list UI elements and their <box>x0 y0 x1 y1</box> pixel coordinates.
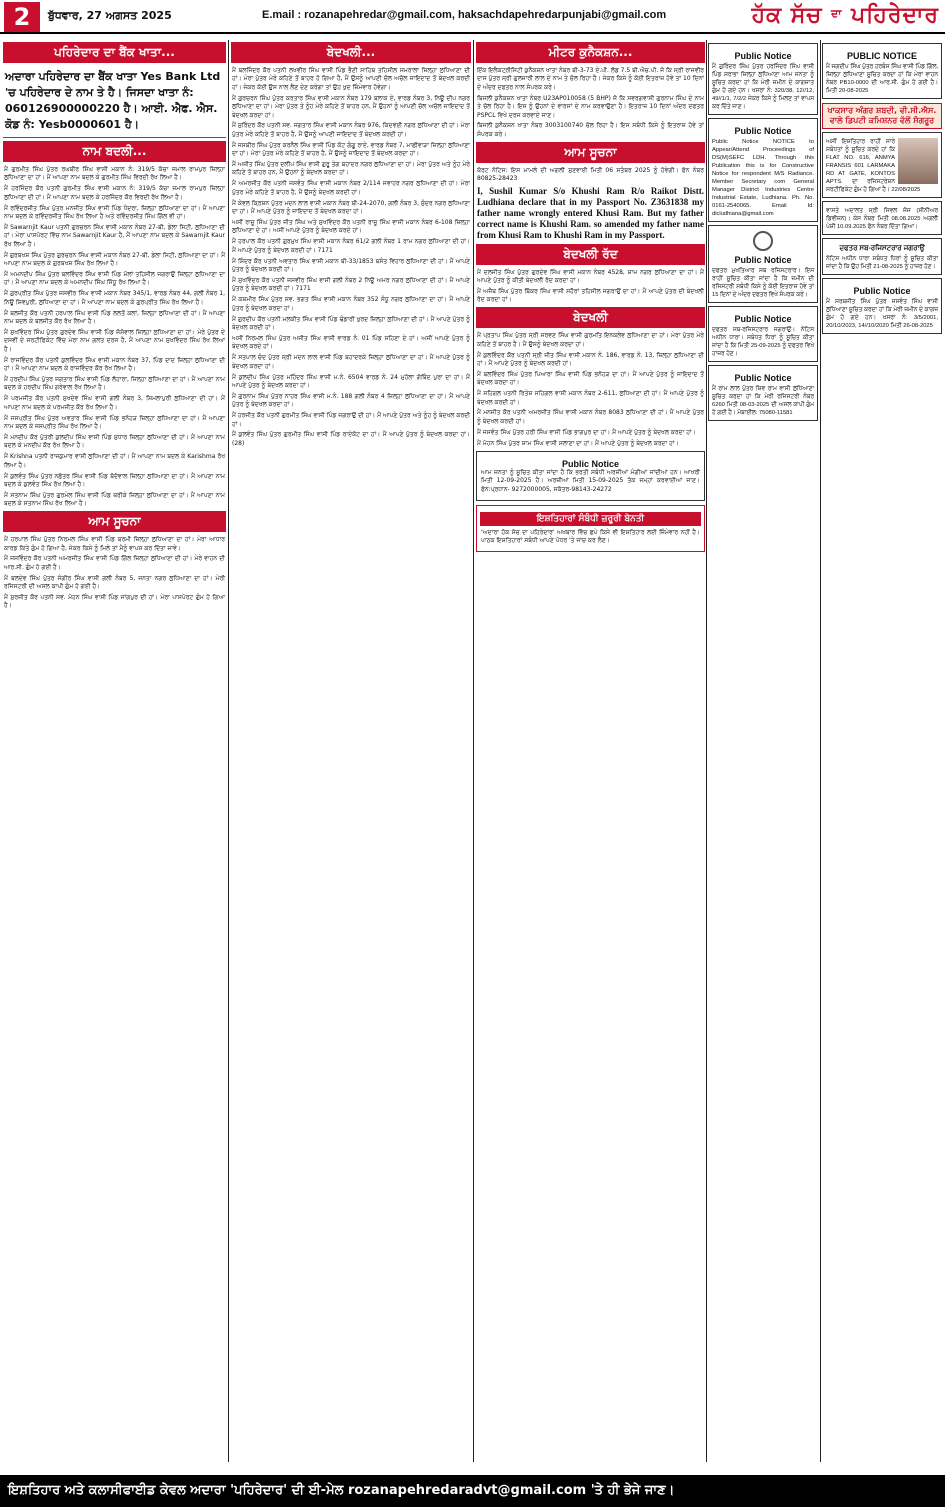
meter-notice: ਇੱਕ ਇਲੈਕਟ੍ਰੀਸਿਟੀ ਕੁਨੈਕਸ਼ਨ ਖਾਤਾ ਨੰਬਰ ਬੀ-3-73 ਏ.ਪੀ. ਲੋਡ 7.5 ਬੀ.ਐਚ.ਪੀ. ਜੋ ਕਿ ਸ੍ਰੀ ਰਾਜਵੀਰ ਦਾਸ ਪੁੱਤਰ ਸ੍ਰੀ ਗੁਲਜ਼ਾਰੀ ਲਾਲ ਦੇ ਨਾਮ ਤੇ ਚੱਲ ਰਿਹਾ ਹੈ। ਜੇਕਰ ਕਿਸੇ ਨੂੰ ਕੋਈ ਇਤਰਾਜ਼ ਹੋਵੇ ਤਾਂ 10 ਦਿਨਾਂ ਦੇ ਅੰਦਰ ਦਫਤਰ ਨਾਲ ਸੰਪਰਕ ਕਰੇ। <box>477 67 704 91</box>
public-notice-body: ਮੈਂ ਜਗਦੀਪ ਸਿੰਘ ਪੁੱਤਰ ਹਰਬੰਸ ਸਿੰਘ ਵਾਸੀ ਪਿੰਡ ਗਿੱਲ, ਜ਼ਿਲ੍ਹਾ ਲੁਧਿਆਣਾ ਸੂਚਿਤ ਕਰਦਾ ਹਾਂ ਕਿ ਮੇਰਾ ਵਾਹਨ ਨੰਬਰ PB10-0000 ਦੀ ਆਰ.ਸੀ. ਗੁੰਮ ਹੋ ਗਈ ਹੈ। ਮਿਤੀ 20-08-2025 <box>826 64 938 94</box>
meter-notice: ਬਿਜਲੀ ਕੁਨੈਕਸ਼ਨ ਖਾਤਾ ਨੰਬਰ 3003100740 ਚੱਲ ਰਿਹਾ ਹੈ। ਇਸ ਸਬੰਧੀ ਕਿਸੇ ਨੂੰ ਇਤਰਾਜ਼ ਹੋਵੇ ਤਾਂ ਸੰਪਰਕ ਕਰੇ। <box>477 122 704 138</box>
lost-notice-head: ਖਾਕਸਾਰ ਅੰਗਰ ਸ਼ਬਦੀ, ਵੀ.ਸੀ.ਐਸ. ਵਾਲੇ ਡਿਪਟੀ ਕਮਿਸ਼ਨਰ ਵੱਲੋਂ ਸੰਗਰੂਰ <box>822 103 942 129</box>
section-head-eviction: ਬੇਦਖਲੀ... <box>231 42 471 63</box>
eviction-notice: ਮੈਂ ਮਨਜੀਤ ਕੌਰ ਪਤਨੀ ਅਮਰਜੀਤ ਸਿੰਘ ਵਾਸੀ ਮਕਾਨ ਨੰਬਰ 8083 ਲੁਧਿਆਣਾ ਦੀ ਹਾਂ। ਮੈਂ ਆਪਣੇ ਪੁੱਤਰ ਨੂੰ ਬੇਦਖਲ ਕਰਦੀ ਹਾਂ। <box>477 409 704 425</box>
eviction-notice: ਮੈਂ ਬਲਜਿੰਦਰ ਕੌਰ ਪਤਨੀ ਲਖਵੀਰ ਸਿੰਘ ਵਾਸੀ ਪਿੰਡ ਭੈਣੀ ਸਾਹਿਬ ਤਹਿਸੀਲ ਸਮਰਾਲਾ ਜ਼ਿਲ੍ਹਾ ਲੁਧਿਆਣਾ ਦੀ ਹਾਂ। ਮੇਰਾ ਪੁੱਤਰ ਮੇਰੇ ਕਹਿਣੇ ਤੋਂ ਬਾਹਰ ਹੋ ਗਿਆ ਹੈ, ਮੈਂ ਉਸਨੂੰ ਆਪਣੀ ਚੱਲ ਅਚੱਲ ਜਾਇਦਾਦ ਤੋਂ ਬੇਦਖਲ ਕਰਦੀ ਹਾਂ। ਜੇਕਰ ਕੋਈ ਉਸ ਨਾਲ ਲੈਣ ਦੇਣ ਕਰੇਗਾ ਤਾਂ ਉਹ ਖੁਦ ਜ਼ਿੰਮੇਵਾਰ ਹੋਵੇਗਾ। <box>232 67 470 91</box>
court-notice-card <box>822 238 942 275</box>
name-change-list <box>3 166 226 509</box>
eviction-cancel-notice: ਮੈਂ ਅਜੈਬ ਸਿੰਘ ਪੁੱਤਰ ਬਿੱਕਰ ਸਿੰਘ ਵਾਸੀ ਸਹੌਰਾਂ ਤਹਿਸੀਲ ਜਗਰਾਉਂ ਦਾ ਹਾਂ। ਮੈਂ ਆਪਣੇ ਪੁੱਤਰ ਦੀ ਬੇਦਖਲੀ ਰੱਦ ਕਰਦਾ ਹਾਂ। <box>477 287 704 304</box>
eviction-notice: ਮੈਂ ਸੁਖਵਿੰਦਰ ਕੌਰ ਪਤਨੀ ਜਸਵੀਰ ਸਿੰਘ ਵਾਸੀ ਗਲੀ ਨੰਬਰ 2 ਨਿਊ ਅਮਰ ਨਗਰ ਲੁਧਿਆਣਾ ਦੀ ਹਾਂ। ਮੈਂ ਆਪਣੇ ਪੁੱਤਰ ਨੂੰ ਬੇਦਖਲ ਕਰਦੀ ਹਾਂ। 7171 <box>232 276 470 293</box>
eviction-list <box>231 67 471 448</box>
court-notice-title: ਦਫਤਰ ਸਬ-ਰਜਿਸਟਰਾਰ ਜਗਰਾਉਂ <box>839 245 925 252</box>
public-notice-body: ਮੈਂ ਗੁਰਿੰਦਰ ਸਿੰਘ ਪੁੱਤਰ ਹਰਜਿੰਦਰ ਸਿੰਘ ਵਾਸੀ ਪਿੰਡ ਸਰਾਭਾ ਜ਼ਿਲ੍ਹਾ ਲੁਧਿਆਣਾ ਆਮ ਜਨਤਾ ਨੂੰ ਸੂਚਿਤ ਕਰਦਾ ਹਾਂ ਕਿ ਮੇਰੀ ਜ਼ਮੀਨ ਦੇ ਕਾਗਜ਼ਾਤ ਗੁੰਮ ਹੋ ਗਏ ਹਨ। ਖਸਰਾ ਨੰ: 320/38, 12//12, 49//1/1, 7/2/2 ਜੇਕਰ ਕਿਸੇ ਨੂੰ ਮਿਲਣ ਤਾਂ ਵਾਪਸ ਕਰ ਦਿੱਤੇ ਜਾਣ। <box>712 64 814 110</box>
name-change-notice: ਮੈਂ ਕੁਲਵੰਤ ਸਿੰਘ ਪੁੱਤਰ ਨਛੱਤਰ ਸਿੰਘ ਵਾਸੀ ਪਿੰਡ ਬੱਦੋਵਾਲ ਜ਼ਿਲ੍ਹਾ ਲੁਧਿਆਣਾ ਦਾ ਹਾਂ। ਮੈਂ ਆਪਣਾ ਨਾਮ ਬਦਲ ਕੇ ਕੁਲਵੰਤ ਸਿੰਘ ਰੱਖ ਲਿਆ ਹੈ। <box>4 472 225 488</box>
public-notice-title: Public Notice <box>734 255 792 265</box>
column-divider <box>228 40 229 1462</box>
eviction-notice: ਮੈਂ ਹਰਪਾਲ ਕੌਰ ਪਤਨੀ ਗੁਰਮੁਖ ਸਿੰਘ ਵਾਸੀ ਮਕਾਨ ਨੰਬਰ 61/2 ਗਲੀ ਨੰਬਰ 1 ਰਾਮ ਨਗਰ ਲੁਧਿਆਣਾ ਦੀ ਹਾਂ। ਮੈਂ ਆਪਣੇ ਪੁੱਤਰ ਨੂੰ ਬੇਦਖਲ ਕਰਦੀ ਹਾਂ। 7171 <box>232 238 470 254</box>
public-notice-card <box>708 118 818 222</box>
eviction-notice: ਮੈਂ ਪ੍ਰਤਾਪ ਸਿੰਘ ਪੁੱਤਰ ਸ੍ਰੀ ਸਰਵਣ ਸਿੰਘ ਵਾਸੀ ਗੁਰਮਤਿ ਇਨਕਲੇਵ ਲੁਧਿਆਣਾ ਦਾ ਹਾਂ। ਮੇਰਾ ਪੁੱਤਰ ਮੇਰੇ ਕਹਿਣੇ ਤੋਂ ਬਾਹਰ ਹੈ। ਮੈਂ ਉਸਨੂੰ ਬੇਦਖਲ ਕਰਦਾ ਹਾਂ। <box>477 332 704 348</box>
eviction-notice: ਅਸੀਂ ਨਿਰਮਲ ਸਿੰਘ ਪੁੱਤਰ ਅਜੀਤ ਸਿੰਘ ਵਾਸੀ ਵਾਰਡ ਨੰ. 01 ਪਿੰਡ ਸਹਿਣਾ ਦੇ ਹਾਂ। ਅਸੀਂ ਆਪਣੇ ਪੁੱਤਰ ਨੂੰ ਬੇਦਖਲ ਕਰਦੇ ਹਾਂ। <box>232 334 470 351</box>
govt-emblem-icon <box>753 231 773 251</box>
person-photo <box>898 138 938 184</box>
eviction-notice: ਮੈਂ ਮੋਹਨ ਸਿੰਘ ਪੁੱਤਰ ਸ਼ਾਮ ਸਿੰਘ ਵਾਸੀ ਸਲਾਣਾ ਦਾ ਹਾਂ। ਮੈਂ ਆਪਣੇ ਪੁੱਤਰ ਨੂੰ ਬੇਦਖਲ ਕਰਦਾ ਹਾਂ। <box>477 439 679 447</box>
column-notices-right <box>822 40 942 1462</box>
eviction-notice: ਮੈਂ ਅਮਰਜੀਤ ਕੌਰ ਪਤਨੀ ਜਸਵੰਤ ਸਿੰਘ ਵਾਸੀ ਮਕਾਨ ਨੰਬਰ 2/114 ਜਵਾਹਰ ਨਗਰ ਲੁਧਿਆਣਾ ਦੀ ਹਾਂ। ਮੇਰਾ ਪੁੱਤਰ ਮੇਰੇ ਕਹਿਣੇ ਤੋਂ ਬਾਹਰ ਹੈ, ਮੈਂ ਉਸਨੂੰ ਬੇਦਖਲ ਕਰਦੀ ਹਾਂ। <box>232 180 470 196</box>
header-email[interactable]: E.mail : rozanapehredar@gmail.com, haksachdapehredarpunjabi@gmail.com <box>262 9 667 21</box>
public-notice-body: ਦਫਤਰ ਸਬ-ਰਜਿਸਟਰਾਰ ਜਗਰਾਉਂ। ਨੋਟਿਸ ਅਧੀਨ ਧਾਰਾ। ਸਬੰਧਤ ਧਿਰਾਂ ਨੂੰ ਸੂਚਿਤ ਕੀਤਾ ਜਾਂਦਾ ਹੈ ਕਿ ਮਿਤੀ 25-09-2025 ਨੂੰ ਦਫਤਰ ਵਿਖੇ ਹਾਜ਼ਰ ਹੋਣ। <box>712 327 814 357</box>
eviction-notice: ਮੈਂ ਅਜੀਤ ਸਿੰਘ ਪੁੱਤਰ ਦਲੀਪ ਸਿੰਘ ਵਾਸੀ ਗੁਰੂ ਤੇਗ ਬਹਾਦਰ ਨਗਰ ਲੁਧਿਆਣਾ ਦਾ ਹਾਂ। ਮੇਰਾ ਪੁੱਤਰ ਅਤੇ ਨੂੰਹ ਮੇਰੇ ਕਹਿਣੇ ਤੋਂ ਬਾਹਰ ਹਨ, ਮੈਂ ਉਹਨਾਂ ਨੂੰ ਬੇਦਖਲ ਕਰਦਾ ਹਾਂ। <box>232 161 470 177</box>
ads-disclaimer-text: 'ਅਦਾਰਾ ਹੱਕ ਸੱਚ ਦਾ ਪਹਿਰੇਦਾਰ' ਅਖਬਾਰ ਵਿੱਚ ਛਪੇ ਕਿਸੇ ਵੀ ਇਸ਼ਤਿਹਾਰ ਲਈ ਜ਼ਿੰਮੇਵਾਰ ਨਹੀਂ ਹੈ। ਪਾਠਕ ਇਸ਼ਤਿਹਾਰਾਂ ਸਬੰਧੀ ਆਪਣੇ ਪੱਧਰ 'ਤੇ ਜਾਂਚ ਕਰ ਲੈਣ। <box>481 528 700 545</box>
name-change-notice: ਮੈਂ ਸੁਖਵਿੰਦਰ ਸਿੰਘ ਪੁੱਤਰ ਗੁਰਦੇਵ ਸਿੰਘ ਵਾਸੀ ਪਿੰਡ ਜੱਸੋਵਾਲ ਜ਼ਿਲ੍ਹਾ ਲੁਧਿਆਣਾ ਦਾ ਹਾਂ। ਮੇਰੇ ਪੁੱਤਰ ਦੇ ਦਸਵੀਂ ਦੇ ਸਰਟੀਫਿਕੇਟ ਵਿੱਚ ਮੇਰਾ ਨਾਮ ਗਲਤ ਦਰਜ ਹੈ, ਮੈਂ ਆਪਣਾ ਨਾਮ ਸੁਖਵਿੰਦਰ ਸਿੰਘ ਰੱਖ ਲਿਆ ਹੈ। <box>4 328 225 353</box>
public-notice-item: ਮੈਂ ਹਰਪਾਲ ਸਿੰਘ ਪੁੱਤਰ ਨਿਰਮਲ ਸਿੰਘ ਵਾਸੀ ਪਿੰਡ ਬਰਮੀ ਜ਼ਿਲ੍ਹਾ ਲੁਧਿਆਣਾ ਦਾ ਹਾਂ। ਮੇਰਾ ਆਧਾਰ ਕਾਰਡ ਕਿਤੇ ਗੁੰਮ ਹੋ ਗਿਆ ਹੈ, ਜੇਕਰ ਕਿਸੇ ਨੂੰ ਮਿਲੇ ਤਾਂ ਮੈਨੂੰ ਵਾਪਸ ਕਰ ਦਿੱਤਾ ਜਾਵੇ। <box>4 536 225 552</box>
eviction-notice: ਮੈਂ ਸ਼ਿੰਦਰ ਕੌਰ ਪਤਨੀ ਅਵਤਾਰ ਸਿੰਘ ਵਾਸੀ ਮਕਾਨ ਬੀ-33/1853 ਬਸੰਤ ਵਿਹਾਰ ਲੁਧਿਆਣਾ ਦੀ ਹਾਂ। ਮੈਂ ਆਪਣੇ ਪੁੱਤਰ ਨੂੰ ਬੇਦਖਲ ਕਰਦੀ ਹਾਂ। <box>232 257 470 274</box>
name-change-notice: ਮੈਂ ਗੁਰਪ੍ਰੀਤ ਸਿੰਘ ਪੁੱਤਰ ਜਸਵੀਰ ਸਿੰਘ ਵਾਸੀ ਮਕਾਨ ਨੰਬਰ 345/1, ਵਾਰਡ ਨੰਬਰ 44, ਗਲੀ ਨੰਬਰ 1, ਨਿਊ ਸ਼ਿਵਪੁਰੀ, ਲੁਧਿਆਣਾ ਦਾ ਹਾਂ। ਮੈਂ ਆਪਣਾ ਨਾਮ ਬਦਲ ਕੇ ਗੁਰਪ੍ਰੀਤ ਸਿੰਘ ਰੱਖ ਲਿਆ ਹੈ। <box>4 290 225 306</box>
page-number: 2 <box>4 2 40 32</box>
name-change-notice: ਮੈਂ ਗੁਰਬਖਸ਼ ਸਿੰਘ ਪੁੱਤਰ ਗੁਰਚਰਨ ਸਿੰਘ ਵਾਸੀ ਮਕਾਨ ਨੰਬਰ 27-ਬੀ, ਡੇਲਾ ਸਿਟੀ, ਲੁਧਿਆਣਾ ਦਾ ਹਾਂ। ਮੈਂ ਆਪਣਾ ਨਾਮ ਬਦਲ ਕੇ ਗੁਰਬਖਸ਼ ਸਿੰਘ ਰੱਖ ਲਿਆ ਹੈ। <box>4 251 226 268</box>
court-notice: ਕੋਰਟ ਨੋਟਿਸ: ਇਸ ਮਾਮਲੇ ਦੀ ਅਗਲੀ ਸੁਣਵਾਈ ਮਿਤੀ 06 ਸਤੰਬਰ 2025 ਨੂੰ ਹੋਵੇਗੀ। ਫੋਨ ਨੰਬਰ 80825-28423 <box>477 166 704 183</box>
public-notice-list <box>3 536 226 611</box>
eviction-notice: ਮੈਂ ਕੁਲਵਿੰਦਰ ਕੌਰ ਪਤਨੀ ਸ੍ਰੀ ਜੀਤ ਸਿੰਘ ਵਾਸੀ ਮਕਾਨ ਨੰ. 186, ਵਾਰਡ ਨੰ. 13, ਜ਼ਿਲ੍ਹਾ ਲੁਧਿਆਣਾ ਦੀ ਹਾਂ। ਮੈਂ ਆਪਣੇ ਪੁੱਤਰ ਨੂੰ ਬੇਦਖਲ ਕਰਦੀ ਹਾਂ। <box>477 351 704 367</box>
job-notice-title: Public Notice <box>561 459 619 470</box>
english-notice: I, Sushil Kumar S/o Khushi Ram R/o Raikot Distt. Ludhiana declare that in my Passport No. Z3631838 my father name wrongly entered Khusi Ram. But my father correct name is Khushi Ram. so amended my father name from Khusi Ram to Khushi Ram in my Passport. <box>477 186 704 241</box>
job-notice-body: ਆਮ ਜਨਤਾ ਨੂੰ ਸੂਚਿਤ ਕੀਤਾ ਜਾਂਦਾ ਹੈ ਕਿ ਭਰਤੀ ਸਬੰਧੀ ਅਰਜ਼ੀਆਂ ਮੰਗੀਆਂ ਜਾਂਦੀਆਂ ਹਨ। ਆਖਰੀ ਮਿਤੀ 12-09-2025 ਹੈ। ਅਰਜ਼ੀਆਂ ਮਿਤੀ 15-09-2025 ਤੱਕ ਜਮ੍ਹਾਂ ਕਰਵਾਈਆਂ ਜਾਣ। ਫੋਨ:ਪ੍ਰਧਾਨ- 9272000005, ਸਕੱਤਰ-98143-24272 <box>481 469 700 493</box>
court-notice-card <box>822 201 942 235</box>
public-notice-card <box>708 225 818 303</box>
public-notice-card <box>822 43 942 99</box>
section-head-meter: ਮੀਟਰ ਕੁਨੈਕਸ਼ਨ... <box>476 42 705 63</box>
masthead-brand-left: ਹੱਕ ਸੱਚ <box>751 3 823 28</box>
column-name-change <box>3 40 226 1462</box>
eviction-notice: ਮੈਂ ਕੁਲਦੀਪ ਸਿੰਘ ਪੁੱਤਰ ਮਹਿੰਦਰ ਸਿੰਘ ਵਾਸੀ ਮ.ਨੰ. 6504 ਵਾਰਡ ਨੰ. 24 ਮੁਹੱਲਾ ਗੋਬਿੰਦ ਪੁਰਾ ਦਾ ਹਾਂ। ਮੈਂ ਆਪਣੇ ਪੁੱਤਰ ਨੂੰ ਬੇਦਖਲ ਕਰਦਾ ਹਾਂ। <box>232 373 470 389</box>
column-divider <box>473 40 474 1462</box>
column-divider <box>820 40 821 1462</box>
eviction-notice: ਮੈਂ ਹਰਜੀਤ ਕੌਰ ਪਤਨੀ ਗੁਰਮੀਤ ਸਿੰਘ ਵਾਸੀ ਪਿੰਡ ਜਗਰਾਉਂ ਦੀ ਹਾਂ। ਮੈਂ ਆਪਣੇ ਪੁੱਤਰ ਅਤੇ ਨੂੰਹ ਨੂੰ ਬੇਦਖਲ ਕਰਦੀ ਹਾਂ। <box>232 412 470 428</box>
ads-disclaimer-box <box>476 505 705 552</box>
public-notice-item: ਮੈਂ ਜਸਵਿੰਦਰ ਕੌਰ ਪਤਨੀ ਅਮਰਜੀਤ ਸਿੰਘ ਵਾਸੀ ਪਿੰਡ ਗਿੱਲ ਜ਼ਿਲ੍ਹਾ ਲੁਧਿਆਣਾ ਦੀ ਹਾਂ। ਮੇਰੇ ਵਾਹਨ ਦੀ ਆਰ.ਸੀ. ਗੁੰਮ ਹੋ ਗਈ ਹੈ। <box>4 555 225 571</box>
column-meter <box>476 40 705 1462</box>
eviction-notice: ਮੈਂ ਗੁਰਨਾਮ ਸਿੰਘ ਪੁੱਤਰ ਨਾਹਰ ਸਿੰਘ ਵਾਸੀ ਮ.ਨੰ. 188 ਗਲੀ ਨੰਬਰ 4 ਜ਼ਿਲ੍ਹਾ ਲੁਧਿਆਣਾ ਦਾ ਹਾਂ। ਮੈਂ ਆਪਣੇ ਪੁੱਤਰ ਨੂੰ ਬੇਦਖਲ ਕਰਦਾ ਹਾਂ। <box>232 392 470 409</box>
name-change-notice: ਮੈਂ Krishna ਪਤਨੀ ਰਾਜਕੁਮਾਰ ਵਾਸੀ ਲੁਧਿਆਣਾ ਦੀ ਹਾਂ। ਮੈਂ ਆਪਣਾ ਨਾਮ ਬਦਲ ਕੇ Karishma ਰੱਖ ਲਿਆ ਹੈ। <box>4 453 225 469</box>
bank-account-info: ਅਦਾਰਾ ਪਹਿਰੇਦਾਰ ਦਾ ਬੈਂਕ ਖਾਤਾ Yes Bank Ltd 'ਚ ਪਹਿਰੇਦਾਰ ਦੇ ਨਾਮ ਤੇ ਹੈ। ਜਿਸਦਾ ਖਾਤਾ ਨੰ: 060126900000220 ਹੈ। ਆਈ. ਐਫ. ਐਸ. ਕੋਡ ਨੰ: Yesb0000601 ਹੈ। <box>3 67 226 138</box>
name-change-notice: ਮੈਂ ਮਨਦੀਪ ਕੌਰ ਪੁੱਤਰੀ ਕੁਲਦੀਪ ਸਿੰਘ ਵਾਸੀ ਪਿੰਡ ਸੁਧਾਰ ਜ਼ਿਲ੍ਹਾ ਲੁਧਿਆਣਾ ਦੀ ਹਾਂ। ਮੈਂ ਆਪਣਾ ਨਾਮ ਬਦਲ ਕੇ ਮਨਦੀਪ ਕੌਰ ਰੱਖ ਲਿਆ ਹੈ। <box>4 433 225 450</box>
issue-date: ਬੁੱਧਵਾਰ, 27 ਅਗਸਤ 2025 <box>48 9 172 22</box>
section-head-public-notice: ਆਮ ਸੂਚਨਾ <box>3 511 226 532</box>
eviction-notice: ਮੈਂ ਕਸ਼ਮੀਰ ਸਿੰਘ ਪੁੱਤਰ ਸਵ. ਭਗਤ ਸਿੰਘ ਵਾਸੀ ਮਕਾਨ ਨੰਬਰ 352 ਸੰਧੂ ਨਗਰ ਲੁਧਿਆਣਾ ਦਾ ਹਾਂ। ਮੈਂ ਆਪਣੇ ਪੁੱਤਰ ਨੂੰ ਬੇਦਖਲ ਕਰਦਾ ਹਾਂ। <box>232 296 470 312</box>
section-head-name-change: ਨਾਮ ਬਦਲੀ... <box>3 141 226 162</box>
public-notice-body: ਮੈਂ ਰਾਮ ਲਾਲ ਪੁੱਤਰ ਸ਼ਿਵ ਰਾਮ ਵਾਸੀ ਲੁਧਿਆਣਾ ਸੂਚਿਤ ਕਰਦਾ ਹਾਂ ਕਿ ਮੇਰੀ ਰਜਿਸਟਰੀ ਨੰਬਰ 6260 ਮਿਤੀ 08-03-2025 ਦੀ ਅਸਲ ਕਾਪੀ ਗੁੰਮ ਹੋ ਗਈ ਹੈ। ਮੋਬਾਈਲ: 75080-11581 <box>712 386 814 416</box>
eviction-notice: ਮੈਂ ਗੁਰਦੀਪ ਕੌਰ ਪਤਨੀ ਮਲਕੀਤ ਸਿੰਘ ਵਾਸੀ ਪਿੰਡ ਢੰਡਾਰੀ ਖੁਰਦ ਜ਼ਿਲ੍ਹਾ ਲੁਧਿਆਣਾ ਦੀ ਹਾਂ। ਮੈਂ ਆਪਣੇ ਪੁੱਤਰ ਨੂੰ ਬੇਦਖਲ ਕਰਦੀ ਹਾਂ। <box>232 315 470 331</box>
name-change-notice: ਮੈਂ ਬਲਜੀਤ ਕੌਰ ਪਤਨੀ ਹਰਪਾਲ ਸਿੰਘ ਵਾਸੀ ਪਿੰਡ ਲਲਤੋਂ ਕਲਾਂ, ਜ਼ਿਲ੍ਹਾ ਲੁਧਿਆਣਾ ਦੀ ਹਾਂ। ਮੈਂ ਆਪਣਾ ਨਾਮ ਬਦਲ ਕੇ ਬਲਜੀਤ ਕੌਰ ਰੱਖ ਲਿਆ ਹੈ। <box>4 309 225 325</box>
public-notice-item: ਮੈਂ ਸੁਰਜੀਤ ਕੌਰ ਪਤਨੀ ਸਵ. ਮੋਹਨ ਸਿੰਘ ਵਾਸੀ ਪਿੰਡ ਜਾਂਗਪੁਰ ਦੀ ਹਾਂ। ਮੇਰਾ ਪਾਸਪੋਰਟ ਗੁੰਮ ਹੋ ਗਿਆ ਹੈ। <box>4 594 225 610</box>
name-change-notice: ਮੈਂ ਹਰਦੀਪ ਸਿੰਘ ਪੁੱਤਰ ਜਗਤਾਰ ਸਿੰਘ ਵਾਸੀ ਪਿੰਡ ਲੋਹਾਰਾ, ਜ਼ਿਲ੍ਹਾ ਲੁਧਿਆਣਾ ਦਾ ਹਾਂ। ਮੈਂ ਆਪਣਾ ਨਾਮ ਬਦਲ ਕੇ ਹਰਦੀਪ ਸਿੰਘ ਗਰੇਵਾਲ ਰੱਖ ਲਿਆ ਹੈ। <box>4 375 225 392</box>
public-notice-body: ਮੈਂ ਸਰਬਜੀਤ ਸਿੰਘ ਪੁੱਤਰ ਜਸਵੰਤ ਸਿੰਘ ਵਾਸੀ ਲੁਧਿਆਣਾ ਸੂਚਿਤ ਕਰਦਾ ਹਾਂ ਕਿ ਮੇਰੀ ਜ਼ਮੀਨ ਦੇ ਕਾਗਜ਼ ਗੁੰਮ ਹੋ ਗਏ ਹਨ। ਖਸਰਾ ਨੰ: 3/5/2001, 20/10/2023, 14//10/2020 ਮਿਤੀ 26-08-2025 <box>826 299 938 329</box>
public-notice-title: Public Notice <box>853 286 911 296</box>
lost-notice-body: ਅਸੀਂ ਇਸ਼ਤਿਹਾਰ ਰਾਹੀਂ ਸਾਰੇ ਸਬੰਧਤਾਂ ਨੂੰ ਸੂਚਿਤ ਕਰਦੇ ਹਾਂ ਕਿ FLAT NO. 616, ANMYA FRANSIS 601 LARMAKA RD AT GATE, KONTOS APTS. ਦਾ ਰਜਿਸਟਰੇਸ਼ਨ ਸਰਟੀਫਿਕੇਟ ਗੁੰਮ ਹੋ ਗਿਆ ਹੈ। 22/08/2025 <box>826 139 921 193</box>
eviction-notice: ਮੈਂ ਸਹਿਗਲ ਪਤਨੀ ਰਿਤੇਸ਼ ਸਹਿਗਲ ਵਾਸੀ ਮਕਾਨ ਨੰਬਰ 2-611, ਲੁਧਿਆਣਾ ਦੀ ਹਾਂ। ਮੈਂ ਆਪਣੇ ਪੁੱਤਰ ਨੂੰ ਬੇਦਖਲ ਕਰਦੀ ਹਾਂ। <box>477 390 704 406</box>
eviction-notice: ਮੈਂ ਜਸਬੀਰ ਸਿੰਘ ਪੁੱਤਰ ਕਰਨੈਲ ਸਿੰਘ ਵਾਸੀ ਪਿੰਡ ਕੋਟ ਗੰਗੂ ਰਾਏ, ਵਾਰਡ ਨੰਬਰ 7, ਮਾਛੀਵਾੜਾ ਜ਼ਿਲ੍ਹਾ ਲੁਧਿਆਣਾ ਦਾ ਹਾਂ। ਮੇਰਾ ਪੁੱਤਰ ਮੇਰੇ ਕਹਿਣੇ ਤੋਂ ਬਾਹਰ ਹੈ, ਮੈਂ ਉਸਨੂੰ ਜਾਇਦਾਦ ਤੋਂ ਬੇਦਖਲ ਕਰਦਾ ਹਾਂ। <box>232 141 470 158</box>
page-header <box>0 0 945 34</box>
eviction-list-2 <box>476 332 705 448</box>
court-notice-body: ਨੋਟਿਸ ਅਧੀਨ ਧਾਰਾ ਸਬੰਧਤ ਧਿਰਾਂ ਨੂੰ ਸੂਚਿਤ ਕੀਤਾ ਜਾਂਦਾ ਹੈ ਕਿ ਉਹ ਮਿਤੀ 21-08-2025 ਨੂੰ ਹਾਜ਼ਰ ਹੋਣ। <box>826 256 938 270</box>
column-eviction <box>231 40 471 1462</box>
section-head-public-notice-2: ਆਮ ਸੂਚਨਾ <box>476 142 705 163</box>
public-notice-body: Public Notice NOTICE to Appear/Attend Proceedings of DS(M)SEFC LDH. Through this Publication this is for Constructive Notice for respondent M/S Radiance. Member Secretary com General Manager District Industries Centre Industrial Estate, Ludhiana. Ph. No. 0161-2540065. Email Id: dicludhiana@gmail.com <box>712 139 814 217</box>
masthead-brand-right: ਪਹਿਰੇਦਾਰ <box>851 3 939 28</box>
lost-notice-card <box>822 132 942 198</box>
eviction-notice: ਮੈਂ ਗੁਰਚਰਨ ਸਿੰਘ ਪੁੱਤਰ ਕਰਤਾਰ ਸਿੰਘ ਵਾਸੀ ਮਕਾਨ ਨੰਬਰ 179 ਬਲਾਕ ਏ, ਵਾਰਡ ਨੰਬਰ 3, ਨਿਊ ਦੀਪ ਨਗਰ ਲੁਧਿਆਣਾ ਦਾ ਹਾਂ। ਮੇਰਾ ਪੁੱਤਰ ਤੇ ਨੂੰਹ ਮੇਰੇ ਕਹਿਣੇ ਤੋਂ ਬਾਹਰ ਹਨ, ਮੈਂ ਉਹਨਾਂ ਨੂੰ ਆਪਣੀ ਚੱਲ ਅਚੱਲ ਜਾਇਦਾਦ ਤੋਂ ਬੇਦਖਲ ਕਰਦਾ ਹਾਂ। <box>232 94 470 119</box>
public-notice-card <box>822 278 942 334</box>
name-change-notice: ਮੈਂ ਰਾਜਵਿੰਦਰ ਕੌਰ ਪਤਨੀ ਕੁਲਵਿੰਦਰ ਸਿੰਘ ਵਾਸੀ ਮਕਾਨ ਨੰਬਰ 37, ਪਿੰਡ ਦਾਦ ਜ਼ਿਲ੍ਹਾ ਲੁਧਿਆਣਾ ਦੀ ਹਾਂ। ਮੈਂ ਆਪਣਾ ਨਾਮ ਬਦਲ ਕੇ ਰਾਜਵਿੰਦਰ ਕੌਰ ਰੱਖ ਲਿਆ ਹੈ। <box>4 356 225 373</box>
meter-notice: ਬਿਜਲੀ ਕੁਨੈਕਸ਼ਨ ਖਾਤਾ ਨੰਬਰ U23AP010058 (5 BHP) ਜੋ ਕਿ ਸਵਰਗਵਾਸੀ ਗੁਰਨਾਮ ਸਿੰਘ ਦੇ ਨਾਮ ਤੇ ਚੱਲ ਰਿਹਾ ਹੈ। ਇਸ ਨੂੰ ਉਹਨਾਂ ਦੇ ਵਾਰਸਾਂ ਦੇ ਨਾਮ ਕਰਵਾਉਣਾ ਹੈ। ਇਤਰਾਜ਼ 10 ਦਿਨਾਂ ਅੰਦਰ ਦਫਤਰ PSPCL ਵਿਖੇ ਦਰਜ ਕਰਵਾਏ ਜਾਣ। <box>477 94 704 119</box>
name-change-notice: ਮੈਂ ਜਸਪ੍ਰੀਤ ਸਿੰਘ ਪੁੱਤਰ ਅਵਤਾਰ ਸਿੰਘ ਵਾਸੀ ਪਿੰਡ ਭਨੋਹੜ ਜ਼ਿਲ੍ਹਾ ਲੁਧਿਆਣਾ ਦਾ ਹਾਂ। ਮੈਂ ਆਪਣਾ ਨਾਮ ਬਦਲ ਕੇ ਜਸਪ੍ਰੀਤ ਸਿੰਘ ਰੱਖ ਲਿਆ ਹੈ। <box>4 414 225 430</box>
public-notice-title: Public Notice <box>734 373 792 383</box>
name-change-notice: ਮੈਂ ਹਰਜਿੰਦਰ ਕੌਰ ਪਤਨੀ ਗੁਰਮੀਤ ਸਿੰਘ ਵਾਸੀ ਮਕਾਨ ਨੰ: 319/5 ਕੱਚਾ ਜਮਾਲ ਰਾਮਪੁਰ ਜ਼ਿਲ੍ਹਾ ਲੁਧਿਆਣਾ ਦੀ ਹਾਂ। ਮੈਂ ਆਪਣਾ ਨਾਮ ਬਦਲ ਕੇ ਹਰਜਿੰਦਰ ਕੌਰ ਵਿਰਦੀ ਰੱਖ ਲਿਆ ਹੈ। <box>4 185 225 201</box>
eviction-notice: ਮੈਂ ਬਲਵਿੰਦਰ ਸਿੰਘ ਪੁੱਤਰ ਪਿਆਰਾ ਸਿੰਘ ਵਾਸੀ ਪਿੰਡ ਭਨੋਹੜ ਦਾ ਹਾਂ। ਮੈਂ ਆਪਣੇ ਪੁੱਤਰ ਨੂੰ ਜਾਇਦਾਦ ਤੋਂ ਬੇਦਖਲ ਕਰਦਾ ਹਾਂ। <box>477 370 704 387</box>
column-divider <box>706 40 707 1462</box>
public-notice-title: Public Notice <box>734 51 792 61</box>
name-change-notice: ਮੈਂ ਸਤਨਾਮ ਸਿੰਘ ਪੁੱਤਰ ਗੁਰਮੇਲ ਸਿੰਘ ਵਾਸੀ ਪਿੰਡ ਥਰੀਕੇ ਜ਼ਿਲ੍ਹਾ ਲੁਧਿਆਣਾ ਦਾ ਹਾਂ। ਮੈਂ ਆਪਣਾ ਨਾਮ ਬਦਲ ਕੇ ਸਤਨਾਮ ਸਿੰਘ ਰੱਖ ਲਿਆ ਹੈ। <box>4 491 225 508</box>
public-notice-item: ਮੈਂ ਬਲਦੇਵ ਸਿੰਘ ਪੁੱਤਰ ਜੰਗੀਰ ਸਿੰਘ ਵਾਸੀ ਗਲੀ ਨੰਬਰ 5, ਜਨਤਾ ਨਗਰ ਲੁਧਿਆਣਾ ਦਾ ਹਾਂ। ਮੇਰੀ ਰਜਿਸਟਰੀ ਦੀ ਅਸਲ ਕਾਪੀ ਗੁੰਮ ਹੋ ਗਈ ਹੈ। <box>4 574 225 591</box>
eviction-cancel-list <box>476 269 705 305</box>
name-change-notice: ਮੈਂ ਗੁਰਮੀਤ ਸਿੰਘ ਪੁੱਤਰ ਰਘਬੀਰ ਸਿੰਘ ਵਾਸੀ ਮਕਾਨ ਨੰ: 319/5 ਕੱਚਾ ਜਮਾਲ ਰਾਮਪੁਰ ਜ਼ਿਲ੍ਹਾ ਲੁਧਿਆਣਾ ਦਾ ਹਾਂ। ਮੈਂ ਆਪਣਾ ਨਾਮ ਬਦਲ ਕੇ ਗੁਰਮੀਤ ਸਿੰਘ ਵਿਰਦੀ ਰੱਖ ਲਿਆ ਹੈ। <box>4 166 225 182</box>
eviction-notice: ਮੈਂ ਜਸਵੰਤ ਸਿੰਘ ਪੁੱਤਰ ਹਰੀ ਸਿੰਘ ਵਾਸੀ ਪਿੰਡ ਭਾਗਪੁਰ ਦਾ ਹਾਂ। ਮੈਂ ਆਪਣੇ ਪੁੱਤਰ ਨੂੰ ਬੇਦਖਲ ਕਰਦਾ ਹਾਂ। <box>477 428 696 436</box>
name-change-notice: ਮੈਂ Sawarnjit Kaur ਪਤਨੀ ਗੁਰਚਰਨ ਸਿੰਘ ਵਾਸੀ ਮਕਾਨ ਨੰਬਰ 27-ਬੀ, ਡੇਲਾ ਸਿਟੀ, ਲੁਧਿਆਣਾ ਦੀ ਹਾਂ। ਮੇਰਾ ਪਾਸਪੋਰਟ ਵਿੱਚ ਨਾਮ Sawarnjit Kaur ਹੈ, ਮੈਂ ਆਪਣਾ ਨਾਮ ਬਦਲ ਕੇ Sawarnjit Kaur ਰੱਖ ਲਿਆ ਹੈ। <box>4 223 225 248</box>
job-notice-box <box>476 451 705 501</box>
eviction-notice: ਮੈਂ ਕੁਲਵੰਤ ਸਿੰਘ ਪੁੱਤਰ ਗੁਰਮੀਤ ਸਿੰਘ ਵਾਸੀ ਪਿੰਡ ਰਾਏਕੋਟ ਦਾ ਹਾਂ। ਮੈਂ ਆਪਣੇ ਪੁੱਤਰ ਨੂੰ ਬੇਦਖਲ ਕਰਦਾ ਹਾਂ। (28) <box>232 431 470 447</box>
public-notice-title: Public Notice <box>734 126 792 136</box>
public-notice-title: PUBLIC NOTICE <box>846 51 917 61</box>
name-change-notice: ਮੈਂ ਪਰਮਜੀਤ ਕੌਰ ਪਤਨੀ ਸੁਖਦੇਵ ਸਿੰਘ ਵਾਸੀ ਗਲੀ ਨੰਬਰ 3, ਸ਼ਿਮਲਾਪੁਰੀ ਲੁਧਿਆਣਾ ਦੀ ਹਾਂ। ਮੈਂ ਆਪਣਾ ਨਾਮ ਬਦਲ ਕੇ ਪਰਮਜੀਤ ਕੌਰ ਰੱਖ ਲਿਆ ਹੈ। <box>4 395 225 411</box>
name-change-notice: ਮੈਂ ਰਵਿੰਦਰਜੀਤ ਸਿੰਘ ਪੁੱਤਰ ਮਨਜੀਤ ਸਿੰਘ ਵਾਸੀ ਪਿੰਡ ਧੰਦਰਾ, ਜ਼ਿਲ੍ਹਾ ਲੁਧਿਆਣਾ ਦਾ ਹਾਂ। ਮੈਂ ਆਪਣਾ ਨਾਮ ਬਦਲ ਕੇ ਰਵਿੰਦਰਜੀਤ ਸਿੰਘ ਰੱਖ ਲਿਆ ਹੈ ਅਤੇ ਰਵਿੰਦਰਜੀਤ ਸਿੰਘ ਗਿੱਲ ਵੀ ਹਾਂ। <box>4 204 225 221</box>
public-notice-card <box>708 365 818 421</box>
court-notice-body: ਵਾਸਤੇ ਅਦਾਲਤ ਸ੍ਰੀ ਸਿਵਲ ਜੱਜ (ਸੀਨੀਅਰ ਡਿਵੀਜ਼ਨ)। ਕੇਸ ਨੰਬਰ ਮਿਤੀ 08.08.2025 ਅਗਲੀ ਪੇਸ਼ੀ 10.09.2025 ਫੋਨ ਨੰਬਰ ਦਿੱਤਾ ਗਿਆ। <box>826 208 938 230</box>
eviction-notice: ਅਸੀਂ ਰਾਜੂ ਸਿੰਘ ਪੁੱਤਰ ਜੀਤ ਸਿੰਘ ਅਤੇ ਸੁਖਵਿੰਦਰ ਕੌਰ ਪਤਨੀ ਰਾਜੂ ਸਿੰਘ ਵਾਸੀ ਮਕਾਨ ਨੰਬਰ 6-108 ਜ਼ਿਲ੍ਹਾ ਲੁਧਿਆਣਾ ਦੇ ਹਾਂ। ਅਸੀਂ ਆਪਣੇ ਪੁੱਤਰ ਨੂੰ ਬੇਦਖਲ ਕਰਦੇ ਹਾਂ। <box>232 219 470 235</box>
public-notice-card <box>708 43 818 115</box>
public-notice-title: Public Notice <box>734 314 792 324</box>
column-public-notices <box>708 40 818 1462</box>
eviction-notice: ਮੈਂ ਕੇਵਲ ਕ੍ਰਿਸ਼ਨ ਪੁੱਤਰ ਮਦਨ ਲਾਲ ਵਾਸੀ ਮਕਾਨ ਨੰਬਰ ਬੀ-24-2070, ਗਲੀ ਨੰਬਰ 3, ਸੁੰਦਰ ਨਗਰ ਲੁਧਿਆਣਾ ਦਾ ਹਾਂ। ਮੈਂ ਆਪਣੇ ਪੁੱਤਰ ਨੂੰ ਜਾਇਦਾਦ ਤੋਂ ਬੇਦਖਲ ਕਰਦਾ ਹਾਂ। <box>232 199 470 216</box>
meter-connection-list <box>476 67 705 139</box>
eviction-cancel-notice: ਮੈਂ ਦਲਜੀਤ ਸਿੰਘ ਪੁੱਤਰ ਗੁਰਦੇਵ ਸਿੰਘ ਵਾਸੀ ਮਕਾਨ ਨੰਬਰ 4528, ਸ਼ਾਮ ਨਗਰ ਲੁਧਿਆਣਾ ਦਾ ਹਾਂ। ਮੈਂ ਆਪਣੇ ਪੁੱਤਰ ਨੂੰ ਕੀਤੀ ਬੇਦਖਲੀ ਰੱਦ ਕਰਦਾ ਹਾਂ। <box>477 268 704 284</box>
public-notice-body: ਦਫਤਰ ਮੁਖਤਿਆਰ ਸਬ ਰਜਿਸਟਰਾਰ। ਇਸ ਰਾਹੀਂ ਸੂਚਿਤ ਕੀਤਾ ਜਾਂਦਾ ਹੈ ਕਿ ਜ਼ਮੀਨ ਦੀ ਰਜਿਸਟਰੀ ਸਬੰਧੀ ਕਿਸੇ ਨੂੰ ਕੋਈ ਇਤਰਾਜ਼ ਹੋਵੇ ਤਾਂ 15 ਦਿਨਾਂ ਦੇ ਅੰਦਰ ਦਫਤਰ ਵਿਖੇ ਸੰਪਰਕ ਕਰੇ। <box>712 268 814 298</box>
public-notice-card <box>708 306 818 362</box>
eviction-notice: ਮੈਂ ਸਤਪਾਲ ਚੰਦ ਪੁੱਤਰ ਸ੍ਰੀ ਮਦਨ ਲਾਲ ਵਾਸੀ ਪਿੰਡ ਬਹਾਦਰਕੇ ਜ਼ਿਲ੍ਹਾ ਲੁਧਿਆਣਾ ਦਾ ਹਾਂ। ਮੈਂ ਆਪਣੇ ਪੁੱਤਰ ਨੂੰ ਬੇਦਖਲ ਕਰਦਾ ਹਾਂ। <box>232 354 470 370</box>
section-head-eviction-2: ਬੇਦਖਲੀ <box>476 307 705 328</box>
name-change-notice: ਮੈਂ ਅਮਨਦੀਪ ਸਿੰਘ ਪੁੱਤਰ ਬਲਵਿੰਦਰ ਸਿੰਘ ਵਾਸੀ ਪਿੰਡ ਮੱਲਾਂ ਤਹਿਸੀਲ ਜਗਰਾਉਂ ਜ਼ਿਲ੍ਹਾ ਲੁਧਿਆਣਾ ਦਾ ਹਾਂ। ਮੈਂ ਆਪਣਾ ਨਾਮ ਬਦਲ ਕੇ ਅਮਨਦੀਪ ਸਿੰਘ ਸਿੱਧੂ ਰੱਖ ਲਿਆ ਹੈ। <box>4 270 225 287</box>
section-head-eviction-cancel: ਬੇਦਖਲੀ ਰੱਦ <box>476 244 705 265</box>
ads-disclaimer-head: ਇਸ਼ਤਿਹਾਰਾਂ ਸੰਬੰਧੀ ਜ਼ਰੂਰੀ ਬੇਨਤੀ <box>480 512 701 526</box>
masthead-logo <box>752 3 939 28</box>
masthead-brand-mid: ਦਾ <box>830 7 843 20</box>
section-head-bank: ਪਹਿਰੇਦਾਰ ਦਾ ਬੈਂਕ ਖਾਤਾ... <box>3 42 226 63</box>
eviction-notice: ਮੈਂ ਸੁਰਿੰਦਰ ਕੌਰ ਪਤਨੀ ਸਵ. ਜਗਤਾਰ ਸਿੰਘ ਵਾਸੀ ਮਕਾਨ ਨੰਬਰ 976, ਕਿਦਵਈ ਨਗਰ ਲੁਧਿਆਣਾ ਦੀ ਹਾਂ। ਮੇਰਾ ਪੁੱਤਰ ਮੇਰੇ ਕਹਿਣੇ ਤੋਂ ਬਾਹਰ ਹੈ, ਮੈਂ ਉਸਨੂੰ ਆਪਣੀ ਜਾਇਦਾਦ ਤੋਂ ਬੇਦਖਲ ਕਰਦੀ ਹਾਂ। <box>232 122 470 138</box>
footer-strip: ਇਸ਼ਤਿਹਾਰ ਅਤੇ ਕਲਾਸੀਫਾਈਡ ਕੇਵਲ ਅਦਾਰਾ 'ਪਹਿਰੇਦਾਰ' ਦੀ ਈ-ਮੇਲ rozanapehredaradvt@gmail.com 'ਤੇ ਹੀ ਭੇਜੇ ਜਾਣ। <box>0 1475 945 1507</box>
